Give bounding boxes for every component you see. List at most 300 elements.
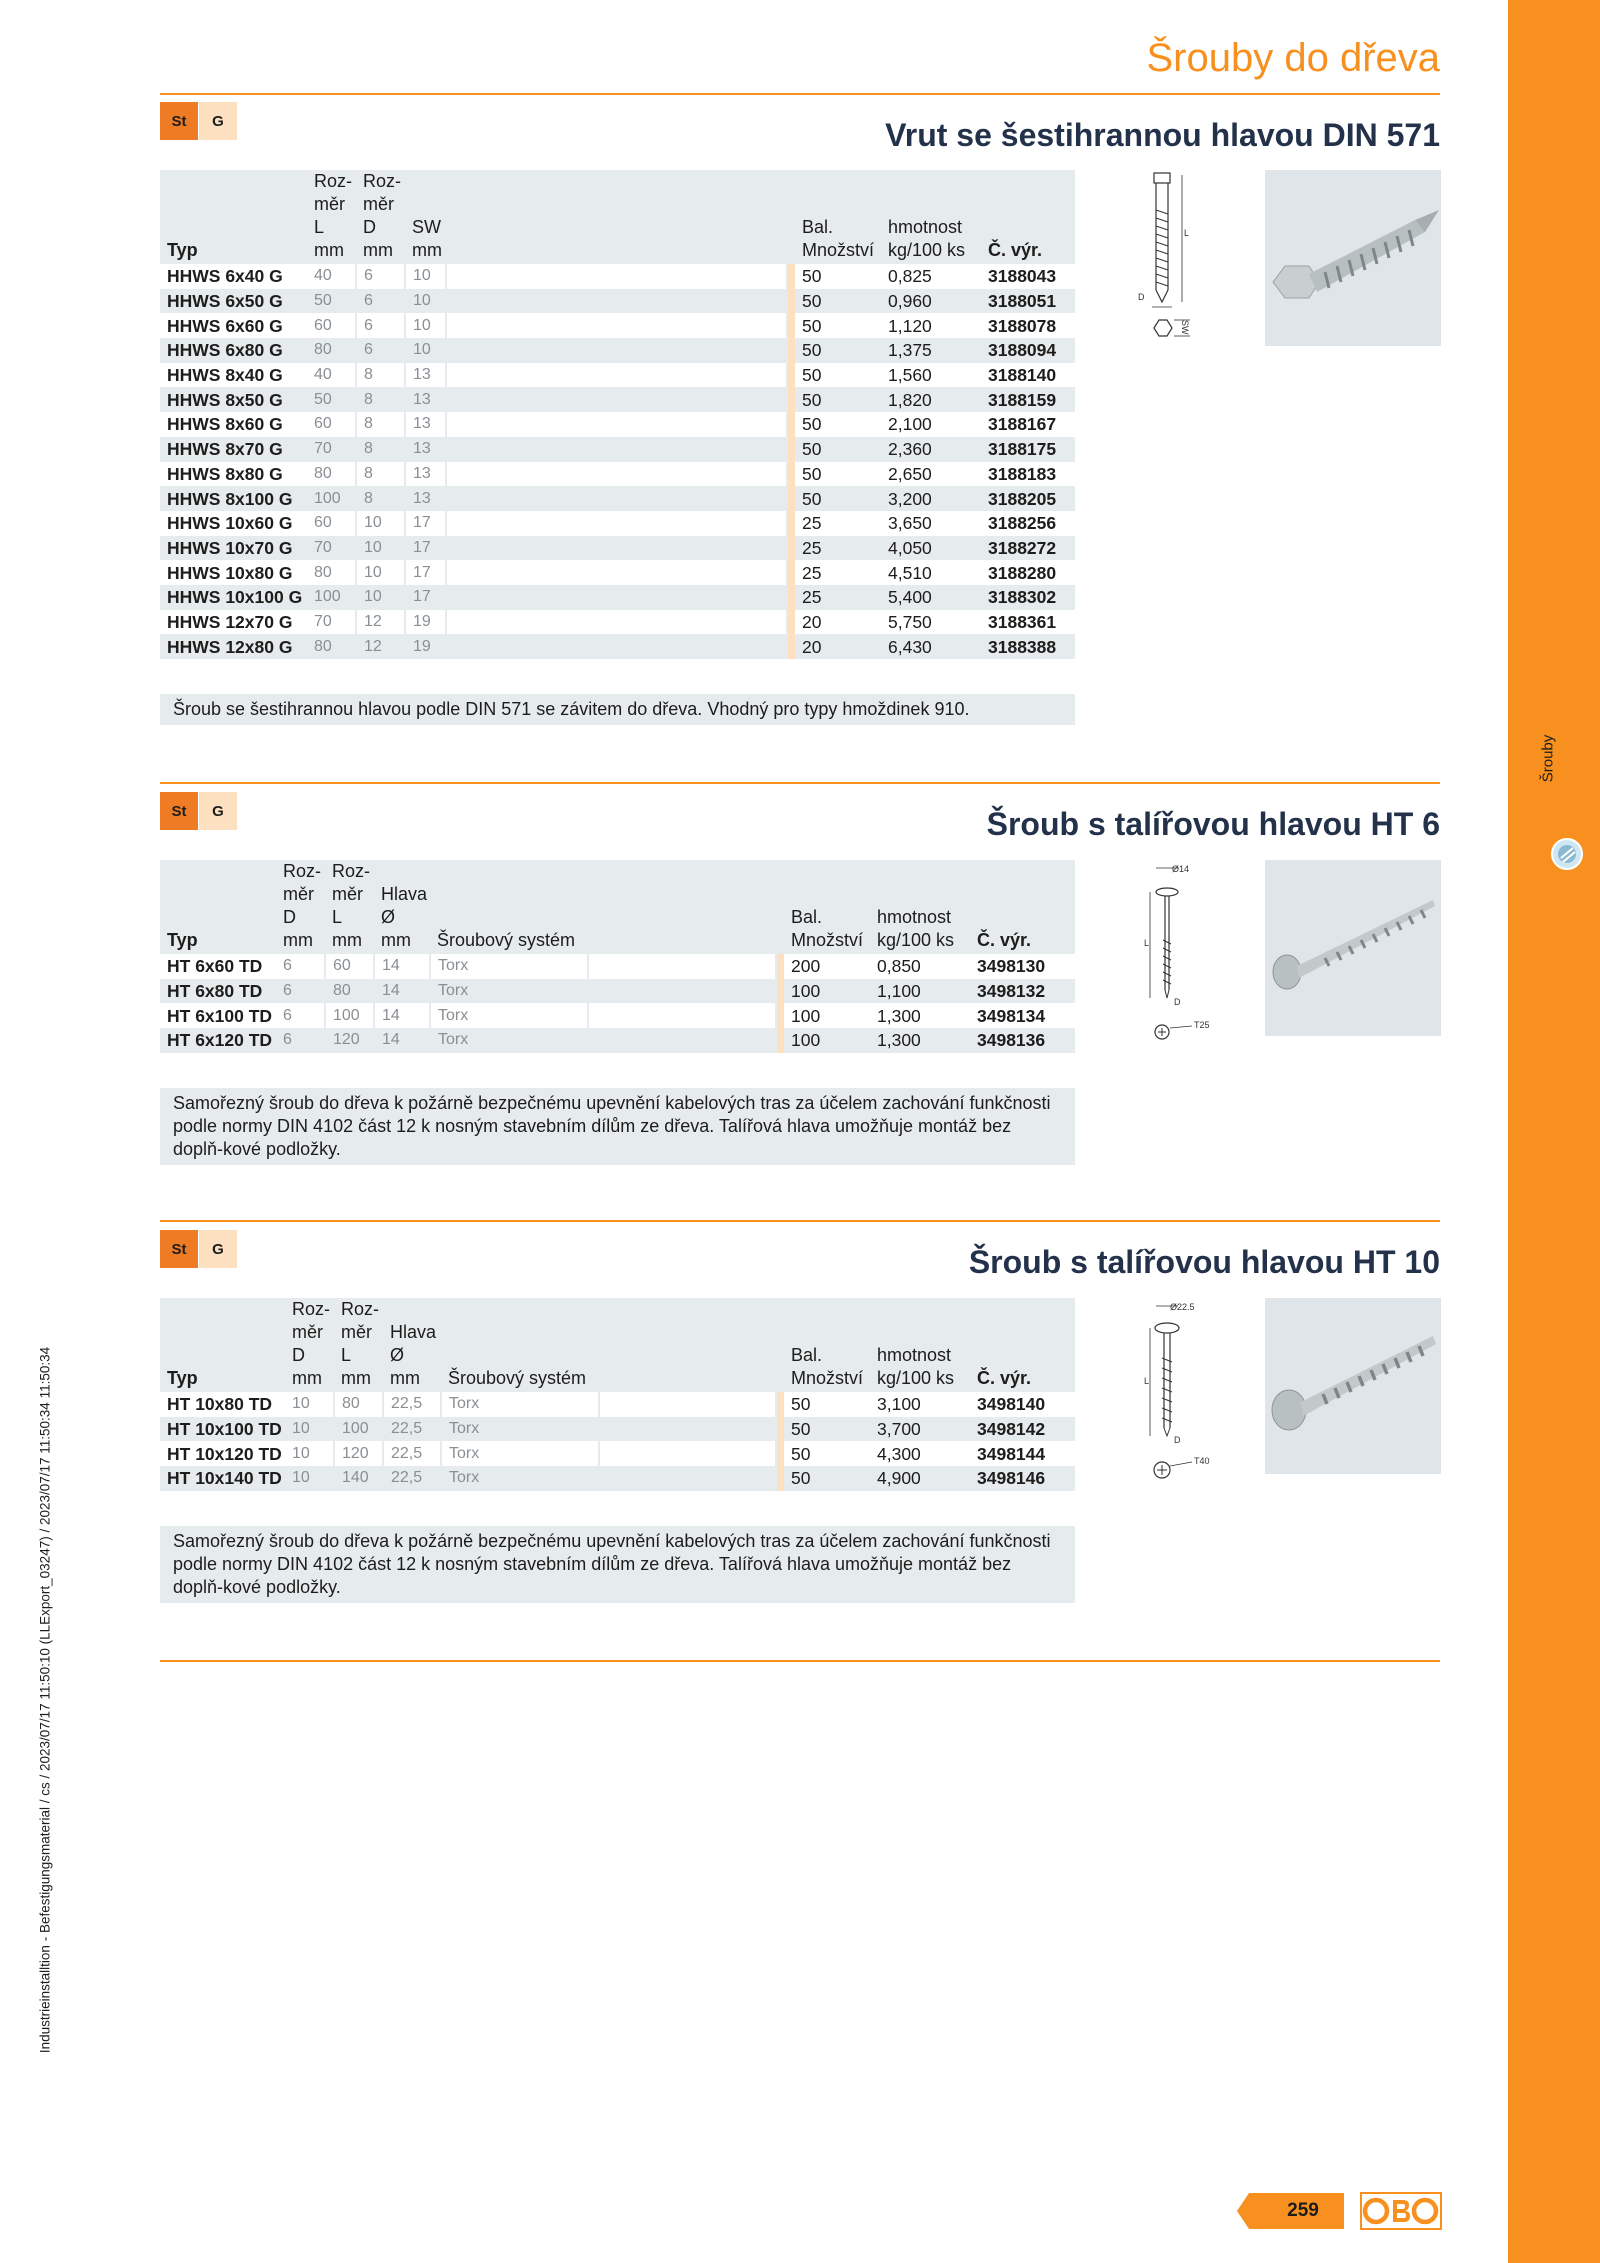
section-title: Vrut se šestihrannou hlavou DIN 571 [885, 117, 1440, 153]
table-body [160, 1392, 1075, 1491]
table-row [160, 954, 1075, 979]
section-rule [160, 782, 1440, 784]
cell-l: 60 [307, 511, 356, 536]
cell-system: Torx [441, 1466, 599, 1491]
cell-pack-qty: 25 [795, 585, 881, 610]
cell-art-no: 3498144 [970, 1441, 1075, 1466]
technical-drawing [1140, 1298, 1230, 1483]
table-row [160, 338, 1075, 363]
cell-weight: 1,560 [881, 363, 981, 388]
table-row [160, 289, 1075, 314]
cell-marker [787, 338, 795, 363]
cell-l: 120 [334, 1441, 383, 1466]
cell-pack-qty: 25 [795, 536, 881, 561]
cell-empty [446, 634, 787, 659]
title-rule [160, 93, 1440, 95]
cell-d: 6 [356, 264, 405, 289]
cell-art-no: 3188043 [981, 264, 1075, 289]
cell-empty [446, 585, 787, 610]
cell-l: 70 [307, 610, 356, 635]
cell-weight: 5,750 [881, 610, 981, 635]
cell-pack-qty: 20 [795, 634, 881, 659]
cell-empty [446, 264, 787, 289]
cell-marker [776, 1028, 784, 1053]
table-row [160, 511, 1075, 536]
cell-type: HHWS 8x50 G [160, 387, 307, 412]
cell-weight: 4,050 [881, 536, 981, 561]
cell-pack-qty: 20 [795, 610, 881, 635]
cell-marker [787, 412, 795, 437]
cell-pack-qty: 50 [795, 462, 881, 487]
finish-badge-g: G [199, 1230, 237, 1268]
drawing-label-l: L [1144, 938, 1150, 948]
cell-system: Torx [430, 979, 588, 1004]
cell-type: HHWS 12x80 G [160, 634, 307, 659]
table-row [160, 634, 1075, 659]
col-header-system: Šroubový systém [437, 930, 576, 950]
col-header-d: Roz- měr D mm [292, 1299, 331, 1388]
table-row [160, 1441, 1075, 1466]
col-header-weight: hmotnost kg/100 ks [877, 907, 955, 950]
cell-head: 14 [374, 979, 430, 1004]
cell-head: 22,5 [383, 1466, 441, 1491]
cell-sw: 10 [405, 264, 446, 289]
col-header-system: Šroubový systém [448, 1368, 587, 1388]
cell-weight: 2,360 [881, 437, 981, 462]
cell-sw: 13 [405, 387, 446, 412]
cell-l: 60 [307, 313, 356, 338]
cell-art-no: 3498146 [970, 1466, 1075, 1491]
cell-empty [446, 511, 787, 536]
cell-d: 10 [285, 1417, 334, 1442]
cell-type: HT 6x80 TD [160, 979, 276, 1004]
cell-empty [446, 437, 787, 462]
cell-art-no: 3188094 [981, 338, 1075, 363]
cell-weight: 3,700 [870, 1417, 970, 1442]
drawing-label-d: D [1138, 292, 1145, 302]
cell-art-no: 3188256 [981, 511, 1075, 536]
table-row [160, 437, 1075, 462]
technical-drawing [1130, 170, 1210, 350]
col-header-weight: hmotnost kg/100 ks [888, 217, 966, 260]
cell-empty [446, 462, 787, 487]
cell-marker [776, 1003, 784, 1028]
cell-type: HHWS 10x80 G [160, 560, 307, 585]
cell-d: 10 [356, 536, 405, 561]
cell-marker [776, 954, 784, 979]
cell-d: 10 [356, 585, 405, 610]
cell-pack-qty: 50 [795, 338, 881, 363]
cell-weight: 1,375 [881, 338, 981, 363]
table-header [160, 1298, 1075, 1392]
cell-sw: 17 [405, 536, 446, 561]
cell-empty [446, 536, 787, 561]
cell-l: 40 [307, 363, 356, 388]
table-header [160, 170, 1075, 264]
material-badge-st: St [160, 1230, 198, 1268]
cell-sw: 10 [405, 338, 446, 363]
cell-weight: 3,200 [881, 486, 981, 511]
cell-type: HHWS 8x70 G [160, 437, 307, 462]
cell-pack-qty: 50 [795, 313, 881, 338]
cell-head: 14 [374, 954, 430, 979]
cell-type: HT 6x100 TD [160, 1003, 276, 1028]
table-row [160, 1392, 1075, 1417]
bottom-rule [160, 1660, 1440, 1662]
cell-pack-qty: 50 [795, 387, 881, 412]
screw-category-icon [1549, 836, 1585, 872]
cell-art-no: 3188175 [981, 437, 1075, 462]
cell-empty [446, 363, 787, 388]
product-description: Samořezný šroub do dřeva k požárně bezpečnému upevnění kabelových tras za účelem zachování funkčnosti podle normy DIN 4102 část 12 k nosným stavebním dílům ze dřeva. Talířová hlava umožňuje montáž bez doplň-kové podložky. [160, 1526, 1075, 1603]
cell-system: Torx [430, 1003, 588, 1028]
plate-head-screw-photo [1265, 860, 1441, 1036]
cell-system: Torx [441, 1441, 599, 1466]
cell-marker [787, 634, 795, 659]
cell-marker [787, 511, 795, 536]
cell-pack-qty: 100 [784, 1028, 870, 1053]
cell-pack-qty: 25 [795, 560, 881, 585]
cell-sw: 17 [405, 585, 446, 610]
material-badge-st: St [160, 102, 198, 140]
cell-sw: 19 [405, 610, 446, 635]
cell-pack-qty: 50 [784, 1441, 870, 1466]
cell-sw: 13 [405, 486, 446, 511]
cell-sw: 13 [405, 462, 446, 487]
cell-d: 8 [356, 486, 405, 511]
cell-type: HHWS 10x60 G [160, 511, 307, 536]
finish-badge-g: G [199, 792, 237, 830]
cell-weight: 3,650 [881, 511, 981, 536]
cell-marker [787, 585, 795, 610]
col-header-head: Hlava Ø mm [381, 884, 428, 950]
cell-pack-qty: 200 [784, 954, 870, 979]
cell-l: 70 [307, 536, 356, 561]
cell-marker [787, 486, 795, 511]
table-row [160, 313, 1075, 338]
table-header [160, 860, 1075, 954]
col-header-spacer [787, 170, 795, 264]
product-description: Šroub se šestihrannou hlavou podle DIN 571 se závitem do dřeva. Vhodný pro typy hmoždinek 910. [160, 694, 1075, 725]
col-header-spacer [776, 1298, 784, 1392]
table-row [160, 585, 1075, 610]
table-row [160, 610, 1075, 635]
technical-drawing [1140, 860, 1230, 1045]
cell-type: HHWS 10x70 G [160, 536, 307, 561]
section-rule [160, 1220, 1440, 1222]
cell-art-no: 3188302 [981, 585, 1075, 610]
page-title: Šrouby do dřeva [1146, 36, 1440, 80]
cell-marker [776, 1466, 784, 1491]
cell-sw: 13 [405, 412, 446, 437]
cell-empty [446, 610, 787, 635]
cell-art-no: 3188078 [981, 313, 1075, 338]
cell-head: 14 [374, 1003, 430, 1028]
product-table [160, 170, 1075, 659]
cell-type: HHWS 8x100 G [160, 486, 307, 511]
cell-art-no: 3188272 [981, 536, 1075, 561]
cell-marker [787, 363, 795, 388]
col-header-art-no: Č. výr. [977, 1368, 1032, 1388]
cell-weight: 1,120 [881, 313, 981, 338]
cell-weight: 4,510 [881, 560, 981, 585]
cell-head: 22,5 [383, 1417, 441, 1442]
cell-l: 80 [325, 979, 374, 1004]
cell-l: 120 [325, 1028, 374, 1053]
cell-empty [446, 289, 787, 314]
cell-weight: 0,850 [870, 954, 970, 979]
cell-marker [787, 313, 795, 338]
cell-d: 8 [356, 437, 405, 462]
table-row [160, 387, 1075, 412]
cell-type: HHWS 8x80 G [160, 462, 307, 487]
drawing-label-sw: SW [1180, 320, 1190, 335]
cell-l: 140 [334, 1466, 383, 1491]
cell-head: 14 [374, 1028, 430, 1053]
page-number: 259 [1287, 2200, 1319, 2221]
cell-pack-qty: 50 [795, 289, 881, 314]
cell-weight: 3,100 [870, 1392, 970, 1417]
cell-d: 12 [356, 610, 405, 635]
finish-badge-g: G [199, 102, 237, 140]
table-row [160, 363, 1075, 388]
drawing-label-drive: T40 [1194, 1456, 1210, 1466]
cell-type: HHWS 6x60 G [160, 313, 307, 338]
cell-d: 10 [285, 1466, 334, 1491]
cell-sw: 17 [405, 560, 446, 585]
drawing-label-drive: T25 [1194, 1020, 1210, 1030]
plate-head-screw-photo [1265, 1298, 1441, 1474]
table-row [160, 1003, 1075, 1028]
col-header-bal: Bal. Množství [791, 907, 864, 950]
drawing-label-l: L [1184, 228, 1190, 238]
cell-empty [446, 313, 787, 338]
material-badge-st: St [160, 792, 198, 830]
cell-art-no: 3188388 [981, 634, 1075, 659]
obo-logo [1360, 2192, 1442, 2230]
cell-d: 8 [356, 462, 405, 487]
cell-system: Torx [430, 954, 588, 979]
cell-type: HHWS 6x80 G [160, 338, 307, 363]
cell-marker [776, 1392, 784, 1417]
cell-l: 80 [307, 634, 356, 659]
table-row [160, 486, 1075, 511]
cell-marker [787, 289, 795, 314]
cell-sw: 13 [405, 363, 446, 388]
table-row [160, 264, 1075, 289]
cell-weight: 1,300 [870, 1003, 970, 1028]
col-header-l: Roz- měr L mm [341, 1299, 380, 1388]
col-header-spacer [776, 860, 784, 954]
cell-art-no: 3188051 [981, 289, 1075, 314]
cell-pack-qty: 50 [784, 1392, 870, 1417]
cell-art-no: 3188183 [981, 462, 1075, 487]
cell-l: 100 [307, 585, 356, 610]
cell-system: Torx [441, 1417, 599, 1442]
product-table [160, 860, 1075, 1053]
table-row [160, 1466, 1075, 1491]
col-header-art-no: Č. výr. [988, 240, 1043, 260]
cell-head: 22,5 [383, 1392, 441, 1417]
cell-weight: 0,825 [881, 264, 981, 289]
cell-pack-qty: 25 [795, 511, 881, 536]
col-header-bal: Bal. Množství [802, 217, 875, 260]
section-title: Šroub s talířovou hlavou HT 10 [968, 1244, 1440, 1280]
cell-empty [588, 1003, 776, 1028]
cell-marker [787, 610, 795, 635]
cell-weight: 1,100 [870, 979, 970, 1004]
cell-type: HT 6x120 TD [160, 1028, 276, 1053]
cell-l: 100 [307, 486, 356, 511]
cell-art-no: 3498136 [970, 1028, 1075, 1053]
export-footer: Industrieinstalltion - Befestigungsmaterial / cs / 2023/07/17 11:50:10 (LLExport_03247) / 2023/07/17 11:50:34 11:50:34 [37, 1346, 53, 2054]
cell-weight: 4,900 [870, 1466, 970, 1491]
cell-weight: 1,300 [870, 1028, 970, 1053]
cell-type: HT 10x140 TD [160, 1466, 285, 1491]
cell-empty [446, 560, 787, 585]
cell-marker [787, 387, 795, 412]
side-category-label: Šrouby [1539, 734, 1557, 783]
cell-sw: 17 [405, 511, 446, 536]
cell-l: 80 [334, 1392, 383, 1417]
cell-sw: 10 [405, 313, 446, 338]
table-body [160, 264, 1075, 659]
cell-d: 6 [356, 289, 405, 314]
cell-l: 80 [307, 338, 356, 363]
cell-weight: 5,400 [881, 585, 981, 610]
cell-weight: 2,650 [881, 462, 981, 487]
cell-l: 100 [334, 1417, 383, 1442]
cell-empty [599, 1466, 776, 1491]
col-header-l: Roz- měr L mm [332, 861, 371, 950]
cell-pack-qty: 100 [784, 979, 870, 1004]
drawing-label-d: D [1174, 1435, 1181, 1445]
cell-pack-qty: 100 [784, 1003, 870, 1028]
cell-empty [599, 1392, 776, 1417]
cell-l: 100 [325, 1003, 374, 1028]
col-header-bal: Bal. Množství [791, 1345, 864, 1388]
cell-pack-qty: 50 [795, 486, 881, 511]
cell-pack-qty: 50 [784, 1466, 870, 1491]
drawing-label-l: L [1144, 1376, 1150, 1386]
cell-art-no: 3188140 [981, 363, 1075, 388]
cell-empty [446, 412, 787, 437]
cell-art-no: 3188159 [981, 387, 1075, 412]
cell-l: 80 [307, 560, 356, 585]
product-table [160, 1298, 1075, 1491]
col-header-d: Roz- měr D mm [363, 171, 402, 260]
col-header-sw: SW mm [412, 217, 442, 260]
col-header-empty [599, 1298, 776, 1392]
cell-weight: 0,960 [881, 289, 981, 314]
cell-art-no: 3498140 [970, 1392, 1075, 1417]
cell-type: HHWS 6x50 G [160, 289, 307, 314]
cell-d: 10 [285, 1441, 334, 1466]
cell-pack-qty: 50 [795, 437, 881, 462]
cell-empty [588, 954, 776, 979]
cell-type: HT 6x60 TD [160, 954, 276, 979]
cell-marker [787, 264, 795, 289]
table-body [160, 954, 1075, 1053]
cell-l: 80 [307, 462, 356, 487]
drawing-label-top: Ø22.5 [1170, 1302, 1195, 1312]
section-title: Šroub s talířovou hlavou HT 6 [986, 806, 1440, 842]
cell-pack-qty: 50 [784, 1417, 870, 1442]
cell-weight: 2,100 [881, 412, 981, 437]
cell-type: HHWS 8x60 G [160, 412, 307, 437]
cell-marker [776, 1417, 784, 1442]
cell-art-no: 3188205 [981, 486, 1075, 511]
table-row [160, 560, 1075, 585]
col-header-empty [588, 860, 776, 954]
cell-sw: 10 [405, 289, 446, 314]
col-header-typ: Typ [167, 930, 198, 950]
cell-sw: 19 [405, 634, 446, 659]
cell-empty [446, 338, 787, 363]
cell-art-no: 3498142 [970, 1417, 1075, 1442]
cell-marker [776, 1441, 784, 1466]
cell-empty [446, 486, 787, 511]
drawing-label-d: D [1174, 997, 1181, 1007]
col-header-head: Hlava Ø mm [390, 1322, 437, 1388]
cell-art-no: 3498134 [970, 1003, 1075, 1028]
cell-system: Torx [430, 1028, 588, 1053]
col-header-l: Roz- měr L mm [314, 171, 353, 260]
cell-type: HHWS 8x40 G [160, 363, 307, 388]
cell-type: HT 10x80 TD [160, 1392, 285, 1417]
cell-art-no: 3498132 [970, 979, 1075, 1004]
cell-art-no: 3498130 [970, 954, 1075, 979]
cell-d: 6 [276, 979, 325, 1004]
product-description: Samořezný šroub do dřeva k požárně bezpečnému upevnění kabelových tras za účelem zachování funkčnosti podle normy DIN 4102 část 12 k nosným stavebním dílům ze dřeva. Talířová hlava umožňuje montáž bez doplň-kové podložky. [160, 1088, 1075, 1165]
hex-head-wood-screw-photo [1265, 170, 1441, 346]
table-row [160, 536, 1075, 561]
cell-type: HHWS 10x100 G [160, 585, 307, 610]
cell-d: 6 [276, 954, 325, 979]
cell-pack-qty: 50 [795, 264, 881, 289]
cell-empty [599, 1417, 776, 1442]
cell-type: HHWS 6x40 G [160, 264, 307, 289]
table-row [160, 979, 1075, 1004]
cell-d: 10 [356, 511, 405, 536]
cell-d: 8 [356, 387, 405, 412]
cell-empty [588, 1028, 776, 1053]
cell-marker [787, 462, 795, 487]
drawing-label-top: Ø14 [1172, 864, 1190, 874]
cell-art-no: 3188167 [981, 412, 1075, 437]
cell-weight: 1,820 [881, 387, 981, 412]
cell-d: 8 [356, 412, 405, 437]
table-row [160, 412, 1075, 437]
col-header-typ: Typ [167, 1368, 198, 1388]
cell-d: 6 [356, 338, 405, 363]
col-header-empty [446, 170, 787, 264]
cell-l: 70 [307, 437, 356, 462]
cell-d: 6 [356, 313, 405, 338]
cell-type: HT 10x120 TD [160, 1441, 285, 1466]
cell-art-no: 3188361 [981, 610, 1075, 635]
cell-marker [776, 979, 784, 1004]
cell-l: 50 [307, 387, 356, 412]
cell-type: HT 10x100 TD [160, 1417, 285, 1442]
cell-l: 40 [307, 264, 356, 289]
cell-d: 6 [276, 1003, 325, 1028]
col-header-typ: Typ [167, 240, 198, 260]
cell-marker [787, 536, 795, 561]
cell-l: 60 [325, 954, 374, 979]
cell-sw: 13 [405, 437, 446, 462]
table-row [160, 1417, 1075, 1442]
